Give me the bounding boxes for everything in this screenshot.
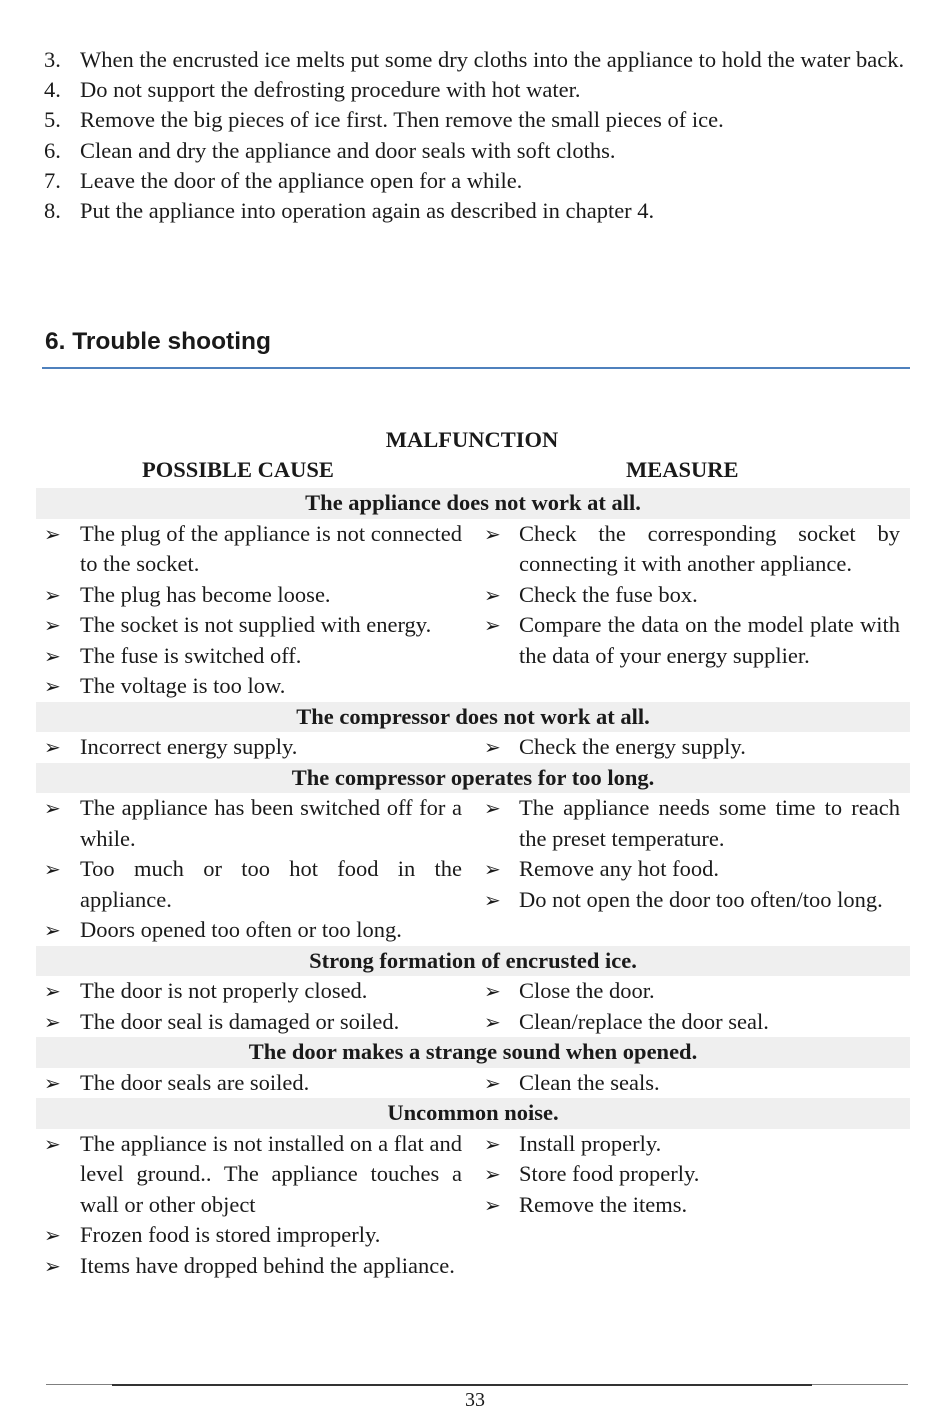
section-divider <box>42 367 910 369</box>
arrow-bullet-icon: ➢ <box>484 1009 501 1034</box>
malfunction-row <box>36 1068 910 1099</box>
step-item <box>44 75 914 105</box>
measure-item <box>474 976 910 1007</box>
arrow-bullet-icon: ➢ <box>44 857 61 881</box>
cause-item <box>36 1220 474 1251</box>
table-title: MALFUNCTION <box>385 427 559 452</box>
step-text: Do not support the defrosting procedure with hot water. <box>80 77 581 103</box>
step-item <box>44 45 914 75</box>
measure-text: The appliance needs some time to reach the preset temperature. <box>519 795 900 851</box>
malfunction-heading: Strong formation of encrusted ice. <box>36 946 910 977</box>
cause-item <box>36 671 474 702</box>
malfunction-heading: Uncommon noise. <box>36 1098 910 1129</box>
measure-item <box>474 610 910 671</box>
cause-column <box>36 1129 474 1282</box>
cause-column <box>36 976 474 1037</box>
measure-item <box>474 885 910 916</box>
cause-text: The socket is not supplied with energy. <box>80 612 432 637</box>
arrow-bullet-icon: ➢ <box>484 582 501 607</box>
cause-column <box>36 519 474 702</box>
measure-text: Clean the seals. <box>519 1069 660 1095</box>
arrow-bullet-icon: ➢ <box>44 979 61 1003</box>
arrow-bullet-icon: ➢ <box>44 735 61 759</box>
cause-column <box>36 793 474 946</box>
arrow-bullet-icon: ➢ <box>44 1223 61 1247</box>
step-number: 7. <box>44 167 61 193</box>
cause-item <box>36 854 474 915</box>
step-item <box>44 196 914 226</box>
malfunction-heading: The appliance does not work at all. <box>36 488 910 519</box>
cause-text: The door seals are soiled. <box>80 1069 310 1095</box>
step-text: Put the appliance into operation again as described in chapter 4. <box>80 198 655 224</box>
section-title: 6. Trouble shooting <box>45 328 271 355</box>
measure-text: Check the energy supply. <box>519 734 746 759</box>
arrow-bullet-icon: ➢ <box>44 918 61 942</box>
step-text: Leave the door of the appliance open for a while. <box>80 167 523 193</box>
arrow-bullet-icon: ➢ <box>44 674 61 698</box>
measure-text: Remove any hot food. <box>519 856 719 881</box>
step-item <box>44 136 914 166</box>
malfunction-heading: The compressor does not work at all. <box>36 702 910 733</box>
measure-item <box>474 854 910 885</box>
step-number: 5. <box>44 107 61 133</box>
measure-text: Store food properly. <box>519 1161 700 1186</box>
cause-item <box>36 976 474 1007</box>
step-text: When the encrusted ice melts put some dry cloths into the appliance to hold the water back. <box>80 47 905 72</box>
measure-item <box>474 580 910 611</box>
measure-text: Install properly. <box>519 1130 662 1156</box>
arrow-bullet-icon: ➢ <box>44 521 61 546</box>
arrow-bullet-icon: ➢ <box>44 1070 61 1095</box>
cause-text: The fuse is switched off. <box>80 642 302 668</box>
measure-item <box>474 732 910 763</box>
footer-divider-accent <box>112 1384 812 1386</box>
measure-text: Check the corresponding socket by connecting it with another appliance. <box>519 520 900 576</box>
malfunction-heading: The door makes a strange sound when opened. <box>36 1037 910 1068</box>
arrow-bullet-icon: ➢ <box>44 643 61 668</box>
cause-text: Doors opened too often or too long. <box>80 917 402 942</box>
malfunction-row <box>36 793 910 946</box>
measure-column <box>474 976 910 1037</box>
troubleshooting-table <box>36 488 910 1281</box>
measure-text: Remove the items. <box>519 1191 688 1217</box>
cause-item <box>36 732 474 763</box>
measure-column <box>474 519 910 702</box>
measure-text: Clean/replace the door seal. <box>519 1008 769 1034</box>
arrow-bullet-icon: ➢ <box>484 521 501 546</box>
measure-item <box>474 1159 910 1190</box>
measure-text: Compare the data on the model plate with the data of your energy supplier. <box>519 612 900 668</box>
measure-item <box>474 793 910 854</box>
arrow-bullet-icon: ➢ <box>484 1131 501 1156</box>
malfunction-row <box>36 732 910 763</box>
arrow-bullet-icon: ➢ <box>484 1162 501 1186</box>
column-header-measure: MEASURE <box>626 457 739 482</box>
measure-column <box>474 1068 910 1099</box>
page-number: 33 <box>465 1389 485 1411</box>
step-text: Clean and dry the appliance and door seals with soft cloths. <box>80 137 616 163</box>
measure-column <box>474 732 910 763</box>
cause-text: Incorrect energy supply. <box>80 734 298 759</box>
measure-item <box>474 1129 910 1160</box>
malfunction-row <box>36 976 910 1037</box>
cause-text: Too much or too hot food in the appliance. <box>80 856 462 912</box>
malfunction-row <box>36 1129 910 1282</box>
step-number: 3. <box>44 47 61 72</box>
arrow-bullet-icon: ➢ <box>484 887 501 912</box>
cause-text: Frozen food is stored improperly. <box>80 1222 381 1247</box>
cause-text: The plug has become loose. <box>80 581 331 607</box>
column-header-cause: POSSIBLE CAUSE <box>142 457 334 482</box>
arrow-bullet-icon: ➢ <box>484 857 501 881</box>
measure-item <box>474 519 910 580</box>
cause-item <box>36 641 474 672</box>
cause-text: The door is not properly closed. <box>80 978 368 1003</box>
arrow-bullet-icon: ➢ <box>484 735 501 759</box>
cause-item <box>36 610 474 641</box>
arrow-bullet-icon: ➢ <box>484 796 501 820</box>
cause-item <box>36 915 474 946</box>
cause-text: The appliance is not installed on a flat and level ground.. The appliance touches a wall or other object <box>80 1130 462 1217</box>
step-number: 4. <box>44 77 61 103</box>
arrow-bullet-icon: ➢ <box>44 1009 61 1034</box>
arrow-bullet-icon: ➢ <box>44 1253 61 1278</box>
measure-text: Do not open the door too often/too long. <box>519 886 883 912</box>
arrow-bullet-icon: ➢ <box>44 1131 61 1156</box>
cause-item <box>36 519 474 580</box>
cause-item <box>36 1068 474 1099</box>
measure-item <box>474 1007 910 1038</box>
cause-text: The plug of the appliance is not connected to the socket. <box>80 520 462 576</box>
cause-item <box>36 580 474 611</box>
measure-item <box>474 1190 910 1221</box>
step-item <box>44 105 914 135</box>
measure-column <box>474 793 910 946</box>
arrow-bullet-icon: ➢ <box>484 613 501 637</box>
cause-item <box>36 1129 474 1221</box>
arrow-bullet-icon: ➢ <box>44 796 61 820</box>
cause-text: The appliance has been switched off for a while. <box>80 795 462 851</box>
measure-text: Close the door. <box>519 978 655 1003</box>
arrow-bullet-icon: ➢ <box>44 613 61 637</box>
measure-item <box>474 1068 910 1099</box>
cause-item <box>36 793 474 854</box>
malfunction-row <box>36 519 910 702</box>
cause-text: The door seal is damaged or soiled. <box>80 1008 400 1034</box>
cause-item <box>36 1251 474 1282</box>
cause-text: The voltage is too low. <box>80 673 286 698</box>
cause-column <box>36 732 474 763</box>
cause-column <box>36 1068 474 1099</box>
cause-text: Items have dropped behind the appliance. <box>80 1252 455 1278</box>
step-number: 6. <box>44 137 61 163</box>
measure-text: Check the fuse box. <box>519 581 698 607</box>
cause-item <box>36 1007 474 1038</box>
arrow-bullet-icon: ➢ <box>44 582 61 607</box>
arrow-bullet-icon: ➢ <box>484 1192 501 1217</box>
arrow-bullet-icon: ➢ <box>484 1070 501 1095</box>
step-number: 8. <box>44 198 61 224</box>
step-item <box>44 166 914 196</box>
step-text: Remove the big pieces of ice first. Then remove the small pieces of ice. <box>80 107 724 133</box>
arrow-bullet-icon: ➢ <box>484 979 501 1003</box>
measure-column <box>474 1129 910 1282</box>
defrost-steps-list <box>44 45 914 226</box>
malfunction-heading: The compressor operates for too long. <box>36 763 910 794</box>
